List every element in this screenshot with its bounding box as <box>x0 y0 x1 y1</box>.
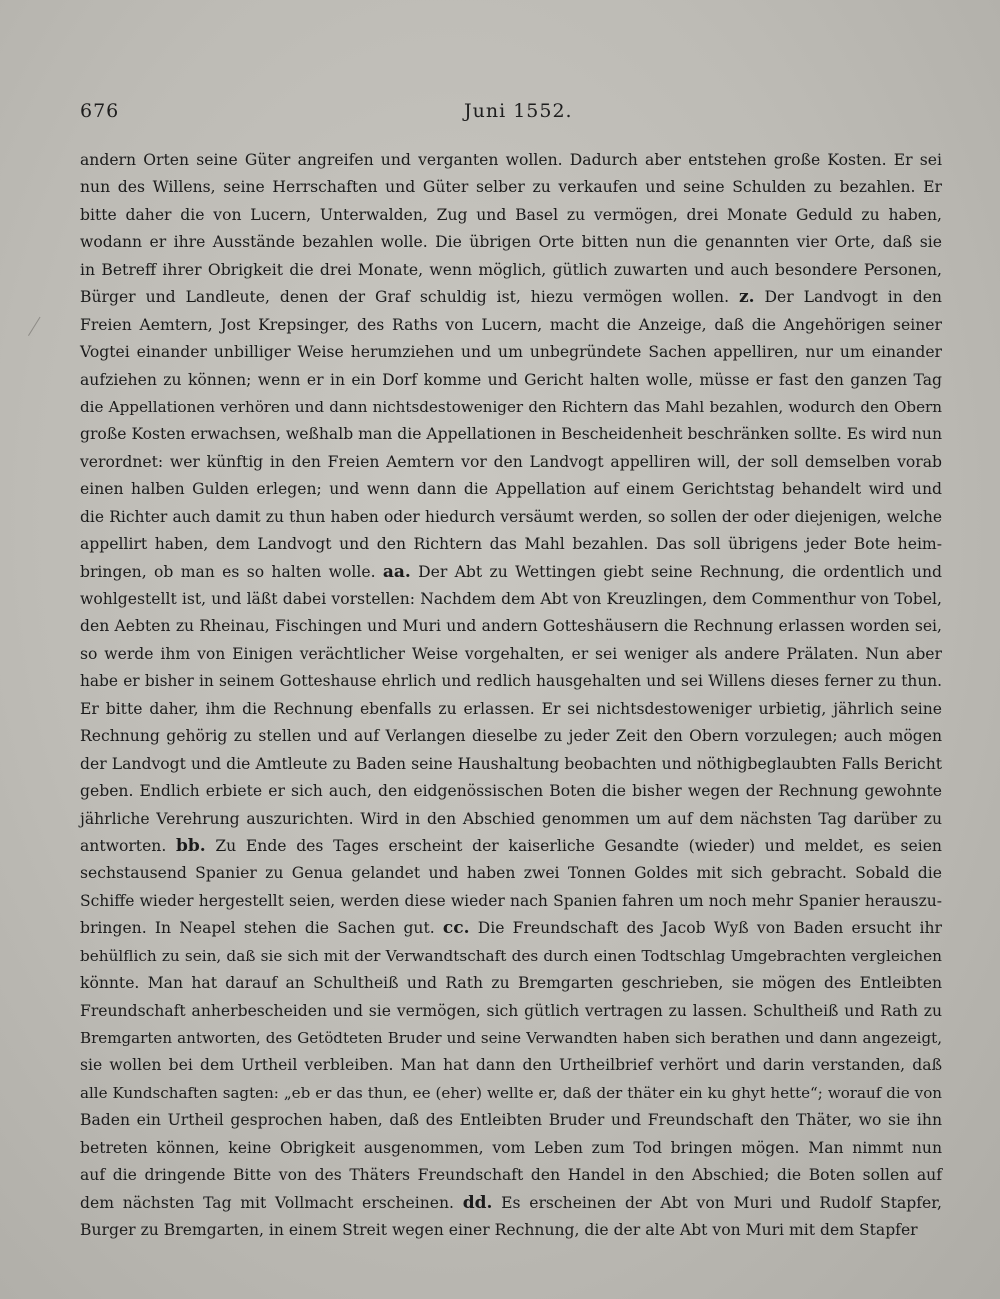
line-text: Der Abt zu Wettingen giebt seine Rechnung, die ordentlich und <box>418 562 942 581</box>
text-line: habe er bisher in seinem Gotteshause ehrlich und redlich hausgehalten und sei Willens dieses ferner zu thun. <box>80 672 942 691</box>
text-line: behülflich zu sein, daß sie sich mit der Verwandtschaft des durch einen Todtschlag Umgebrachten vergleichen <box>80 946 942 965</box>
text-line: Baden ein Urtheil gesprochen haben, daß des Entleibten Bruder und Freundschaft den Thäter, wo sie ihn <box>80 1111 942 1130</box>
text-line: aufziehen zu können; wenn er in ein Dorf komme und Gericht halten wolle, müsse er fast den ganzen Tag <box>80 370 942 389</box>
text-line: verordnet: wer künftig in den Freien Aemtern vor den Landvogt appelliren will, der soll demselben vorab <box>80 452 942 471</box>
line-text: bringen. In Neapel stehen die Sachen gut. <box>80 919 435 938</box>
text-line: wohlgestellt ist, und läßt dabei vorstellen: Nachdem dem Abt von Kreuzlingen, dem Commenthur von Tobel, <box>80 590 942 608</box>
text-line: sechstausend Spanier zu Genua gelandet und haben zwei Tonnen Goldes mit sich gebracht. Sobald die <box>80 864 942 883</box>
text-line: wodann er ihre Ausstände bezahlen wolle. Die übrigen Orte bitten nun die genannten vier Orte, daß sie <box>80 233 942 252</box>
text-line <box>80 833 942 860</box>
text-line <box>80 915 942 942</box>
running-head: Juni 1552. <box>464 100 573 122</box>
line-text: Die Freundschaft des Jacob Wyß von Baden ersucht ihr <box>477 919 942 938</box>
text-line: betreten können, keine Obrigkeit ausgenommen, vom Leben zum Tod bringen mögen. Man nimmt nun <box>80 1138 942 1157</box>
line-text: Bürger und Landleute, denen der Graf schuldig ist, hiezu vermögen wollen. <box>80 288 730 307</box>
text-line: Rechnung gehörig zu stellen und auf Verlangen dieselbe zu jeder Zeit den Obern vorzulegen; auch mögen <box>80 727 942 746</box>
text-line: Er bitte daher, ihm die Rechnung ebenfalls zu erlassen. Er sei nichtsdestoweniger urbietig, jährlich seine <box>80 699 942 718</box>
text-line: Burger zu Bremgarten, in einem Streit wegen einer Rechnung, die der alte Abt von Muri mit dem Stapfer <box>80 1221 918 1240</box>
section-mark-bb: bb. <box>175 835 206 856</box>
text-line: so werde ihm von Einigen verächtlicher Weise vorgehalten, er sei weniger als andere Prälaten. Nun aber <box>80 644 942 663</box>
text-line: Schiffe wieder hergestellt seien, werden diese wieder nach Spanien fahren um noch mehr Spanier herauszu- <box>80 891 942 910</box>
text-line: alle Kundschaften sagten: „eb er das thun, ee (eher) wellte er, daß der thäter ein ku ghyt hette“; worauf die von <box>80 1083 942 1102</box>
line-text: bringen, ob man es so halten wolle. <box>80 562 376 581</box>
text-line: Bremgarten antworten, des Getödteten Bruder und seine Verwandten haben sich berathen und dann angezeigt, <box>80 1029 942 1047</box>
line-text: Es erscheinen der Abt von Muri und Rudolf Stapfer, <box>501 1193 942 1212</box>
text-line: bitte daher die von Lucern, Unterwalden, Zug und Basel zu vermögen, drei Monate Geduld zu haben, <box>80 205 942 224</box>
line-text: Der Landvogt in den <box>764 288 942 307</box>
text-line: jährliche Verehrung auszurichten. Wird in den Abschied genommen um auf dem nächsten Tag darüber zu <box>80 809 942 828</box>
text-line: nun des Willens, seine Herrschaften und Güter selber zu verkaufen und seine Schulden zu bezahlen. Er <box>80 178 942 197</box>
text-line: die Appellationen verhören und dann nichtsdestoweniger den Richtern das Mahl bezahlen, wodurch den Obern <box>80 397 942 416</box>
line-text: Zu Ende des Tages erscheint der kaiserliche Gesandte (wieder) und meldet, es seien <box>215 836 942 855</box>
text-line <box>80 559 942 586</box>
text-line <box>80 284 942 311</box>
text-line: der Landvogt und die Amtleute zu Baden seine Haushaltung beobachten und nöthigbeglaubten Falls Bericht <box>80 754 942 773</box>
section-mark-dd: dd. <box>462 1192 493 1213</box>
line-text: dem nächsten Tag mit Vollmacht erscheinen. <box>80 1193 454 1212</box>
margin-pencil-mark <box>28 317 49 341</box>
text-line: einen halben Gulden erlegen; und wenn dann die Appellation auf einem Gerichtstag behandelt wird und <box>80 480 942 499</box>
text-line: auf die dringende Bitte von des Thäters Freundschaft den Handel in den Abschied; die Boten sollen auf <box>80 1166 942 1185</box>
text-line: große Kosten erwachsen, weßhalb man die Appellationen in Bescheidenheit beschränken sollte. Es wird nun <box>80 425 942 444</box>
section-mark-z: z. <box>739 287 755 308</box>
line-text: antworten. <box>80 836 167 855</box>
text-line: in Betreff ihrer Obrigkeit die drei Monate, wenn möglich, gütlich zuwarten und auch besondere Personen, <box>80 260 942 279</box>
text-line: Vogtei einander unbilliger Weise herumziehen und um unbegründete Sachen appelliren, nur um einander <box>80 343 942 362</box>
text-line: appellirt haben, dem Landvogt und den Richtern das Mahl bezahlen. Das soll übrigens jeder Bote heim- <box>80 535 942 554</box>
body-text <box>80 147 942 1245</box>
text-line: andern Orten seine Güter angreifen und verganten wollen. Dadurch aber entstehen große Kosten. Er sei <box>80 151 942 169</box>
text-line: die Richter auch damit zu thun haben oder hiedurch versäumt werden, so sollen der oder diejenigen, welche <box>80 507 942 526</box>
text-line: Freundschaft anherbescheiden und sie vermögen, sich gütlich vertragen zu lassen. Schultheiß und Rath zu <box>80 1001 942 1020</box>
text-line: den Aebten zu Rheinau, Fischingen und Muri und andern Gotteshäusern die Rechnung erlassen worden sei, <box>80 617 942 636</box>
text-line: geben. Endlich erbiete er sich auch, den eidgenössischen Boten die bisher wegen der Rechnung gewohnte <box>80 782 942 801</box>
section-mark-aa: aa. <box>382 561 411 582</box>
text-line <box>80 1190 942 1217</box>
page-header <box>80 100 920 130</box>
section-mark-cc: cc. <box>442 918 470 939</box>
text-line: sie wollen bei dem Urtheil verbleiben. Man hat dann den Urtheilbrief verhört und darin verstanden, daß <box>80 1056 942 1075</box>
page-number: 676 <box>80 100 120 122</box>
text-line: Freien Aemtern, Jost Krepsinger, des Raths von Lucern, macht die Anzeige, daß die Angehörigen seiner <box>80 315 942 334</box>
text-line: könnte. Man hat darauf an Schultheiß und Rath zu Bremgarten geschrieben, sie mögen des Entleibten <box>80 974 942 993</box>
